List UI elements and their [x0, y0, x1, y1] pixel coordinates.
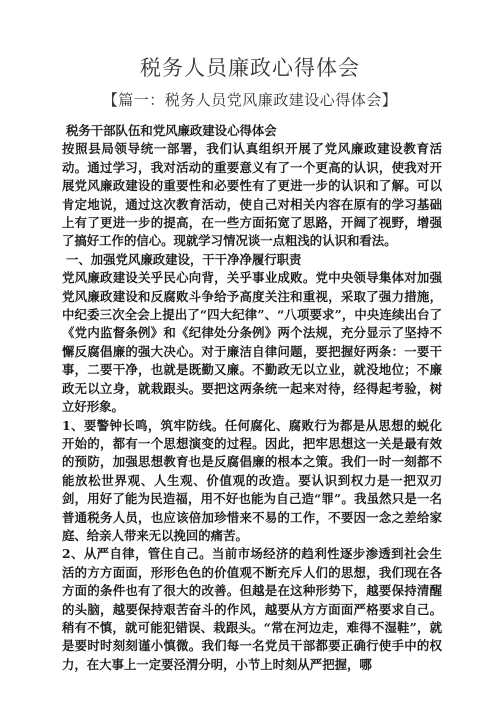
- section-heading: 税务干部队伍和党风廉政建设心得体会: [66, 123, 277, 138]
- document-title: 税务人员廉政心得体会: [140, 56, 360, 80]
- section-heading: 一、加强党风廉政建设，干干净净履行职责: [66, 251, 302, 267]
- body-paragraph: 党风廉政建设关乎民心向背，关乎事业成败。党中央领导集体对加强党风廉政建设和反腐败斗争给予高度关注和重视，采取了强力措施，中纪委三次全会上提出了“四大纪律”、“八项要求”，中央连续出台了《党内监督条例》和《纪律处分条例》两个法规，充分显示了坚持不懈反腐倡廉的强大决心。对于廉洁自律问题，要把握好两条：一要干事，二要干净，也就是既勤又廉。不勤政无以立业，就没地位；不廉政无以立身，就栽跟头。要把这两条统一起来对待，经得起考验，树立好形象。: [62, 270, 442, 415]
- body-paragraph: 1、要警钟长鸣，筑牢防线。任何腐化、腐败行为都是从思想的蜕化开始的，都有一个思想演变的过程。因此，把牢思想这一关是最有效的预防，加强思想教育也是反腐倡廉的根本之策。我们一时一刻都不能放松世界观、人生观、价值观的改造。要认识到权力是一把双刃剑，用好了能为民造福，用不好也能为自己造“罪”。我虽然只是一名普通税务人员，也应该倍加珍惜来不易的工作，不要因一念之差给家庭、给亲人带来无以挽回的痛苦。: [62, 417, 442, 543]
- document-subtitle: 【篇一：税务人员党风廉政建设心得体会】: [102, 91, 398, 109]
- document-body: [58, 122, 442, 674]
- body-paragraph: 按照县局领导统一部署，我们认真组织开展了党风廉政建设教育活动。通过学习，我对活动的重要意义有了一个更高的认识，使我对开展党风廉政建设的重要性和必要性有了更进一步的认识和了解。可以肯定地说，通过这次教育活动，使自己对相关内容在原有的学习基础上有了更进一步的提高，在一些方面拓宽了思路，开阔了视野，增强了搞好工作的信心。现就学习情况谈一点粗浅的认识和看法。: [62, 141, 442, 249]
- body-paragraph: 2、从严自律，管住自己。当前市场经济的趋利性逐步渗透到社会生活的方方面面，形形色色的价值观不断充斥人们的思想，我们现在各方面的条件也有了很大的改善。但越是在这种形势下，越要保持清醒的头脑，越要保持艰苦奋斗的作风，越要从方方面面严格要求自己。稍有不慎，就可能犯错误、栽跟头。“常在河边走，难得不湿鞋”，就是要时时刻刻谨小慎微。我们每一名党员干部都要正确行使手中的权力，在大事上一定要泾渭分明，小节上时刻从严把握，哪: [62, 546, 442, 672]
